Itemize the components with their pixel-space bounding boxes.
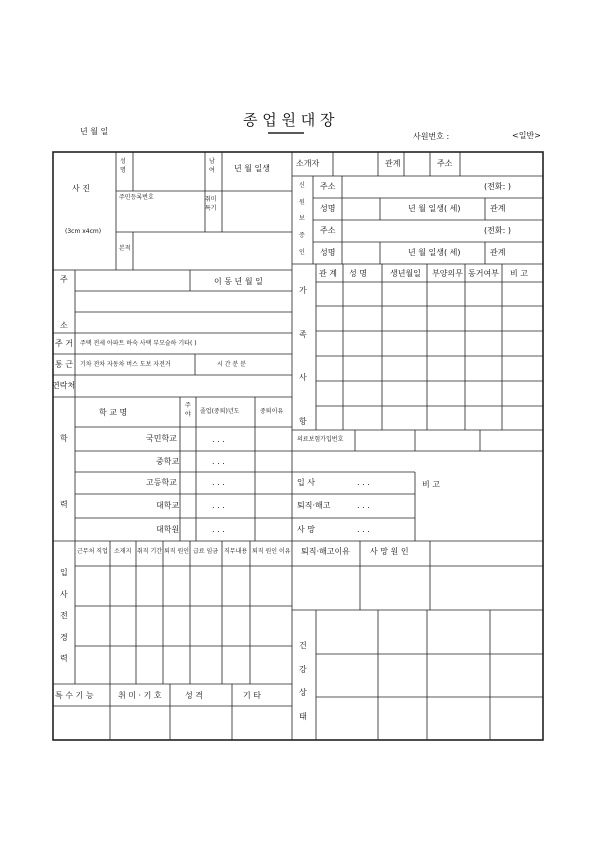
family-header-support: 부양의무: [432, 269, 463, 278]
education-header-school: 학 교 명: [99, 408, 128, 417]
career-header-retire: 퇴직 원인: [164, 548, 190, 555]
death-date: . . .: [357, 525, 370, 534]
career-header-salary: 급료 임금: [193, 548, 219, 555]
guarantor-1-birth: 년 월 일생( 세): [408, 204, 461, 213]
edu-date-3: . . .: [212, 501, 225, 510]
retire-reason-label: 퇴직·해고이유: [301, 547, 350, 556]
address-label-bottom: 소: [60, 321, 68, 330]
death-label: 사 망: [297, 525, 315, 534]
edu-row-elementary: 국민학교: [146, 434, 177, 443]
guarantor-2-relation: 관계: [490, 248, 506, 257]
move-date-label: 이 동 년 월 일: [214, 277, 263, 286]
family-header-name: 성 명: [349, 269, 367, 278]
employee-no-label: 사원번호 :: [413, 132, 450, 141]
join-label: 입 사: [297, 478, 315, 487]
education-header-year: 졸업(중퇴)년도: [200, 408, 240, 415]
photo-size: (3cm x4cm): [65, 228, 102, 235]
family-header-birth: 생년월일: [390, 269, 421, 278]
retire-date: . . .: [357, 501, 370, 510]
join-remarks-label: 비 고: [422, 480, 440, 489]
photo-label: 사 진: [72, 184, 90, 193]
form-type-label: <일반>: [512, 131, 541, 140]
guarantor-1-address-label: 주소: [320, 182, 336, 191]
guarantor-1-relation: 관계: [490, 204, 506, 213]
retire-label: 퇴직·해고: [297, 501, 331, 510]
guarantor-label: 신 원 보 증 인: [299, 182, 305, 256]
housing-options: 주택 전세 아파트 하숙 사택 부모슬하 기타( ): [80, 340, 197, 347]
family-label: 가 족 사 항: [299, 286, 307, 426]
edu-date-1: . . .: [212, 457, 225, 466]
edu-row-middle: 중학교: [156, 457, 180, 466]
other-label: 기 타: [243, 691, 261, 700]
origin-label: 본적: [119, 245, 131, 252]
personality-label: 성 격: [185, 691, 203, 700]
relation-label: 관계: [385, 159, 401, 168]
guarantor-2-birth: 년 월 일생( 세): [408, 248, 461, 257]
family-header-cohabit: 동거여부: [468, 269, 499, 278]
edu-row-high: 고등학교: [146, 478, 177, 487]
edu-date-0: . . .: [212, 435, 225, 444]
form-border: [53, 152, 543, 740]
edu-date-4: . . .: [212, 525, 225, 534]
career-header-location: 소재지: [114, 548, 132, 555]
education-header-reason: 중퇴이유: [260, 408, 284, 415]
guarantor-2-name-label: 성명: [320, 248, 336, 257]
hobby-label: 취미 특기: [205, 196, 217, 212]
address-label-top: 주: [60, 275, 68, 284]
career-header-workplace: 근무처 직업: [77, 548, 108, 555]
family-header-remarks: 비 고: [510, 269, 528, 278]
commute-time: 시 간 분 분: [217, 361, 246, 368]
commute-label: 통 근: [55, 360, 73, 369]
commute-options: 기차 전차 자동차 버스 도보 자전거: [80, 361, 171, 368]
name-label: 성 명: [120, 158, 126, 174]
career-header-reason: 퇴직 원인 이유: [252, 548, 291, 555]
housing-label: 주 거: [55, 339, 73, 348]
edu-row-college: 대학교: [156, 501, 180, 510]
guarantor-1-name-label: 성명: [320, 204, 336, 213]
birth-label: 년 월 일생: [234, 164, 270, 173]
edu-row-graduate: 대학원: [156, 525, 180, 534]
health-label: 건 강 상 태: [299, 641, 307, 721]
career-header-duty: 직무내용: [224, 548, 248, 555]
date-label: 년 월 일: [80, 127, 109, 136]
hobby-label-bottom: 취 미 · 기 호: [118, 691, 162, 700]
career-header-period: 취직 기간: [137, 548, 163, 555]
gender-label: 남 여: [209, 158, 215, 174]
guarantor-2-address-label: 주소: [320, 226, 336, 235]
insurance-label: 의료보험가입번호: [297, 436, 344, 443]
skills-label: 특 수 기 능: [55, 691, 94, 700]
referrer-address-label: 주소: [437, 159, 453, 168]
death-cause-label: 사 망 원 인: [370, 547, 409, 556]
guarantor-2-phone: (전화: ): [484, 226, 511, 235]
family-header-relation: 관 계: [319, 269, 337, 278]
education-header-day: 주 야: [185, 402, 191, 418]
resident-no-label: 주민등록번호: [119, 194, 154, 201]
education-label: 학 력: [60, 434, 68, 509]
contact-label: 연락처: [52, 381, 76, 390]
career-label: 입 사 전 경 력: [60, 568, 68, 664]
page-title: 종 업 원 대 장: [243, 111, 335, 129]
edu-date-2: . . .: [212, 478, 225, 487]
guarantor-1-phone: (전화: ): [484, 182, 511, 191]
join-date: . . .: [357, 478, 370, 487]
referrer-label: 소개자: [296, 159, 320, 168]
